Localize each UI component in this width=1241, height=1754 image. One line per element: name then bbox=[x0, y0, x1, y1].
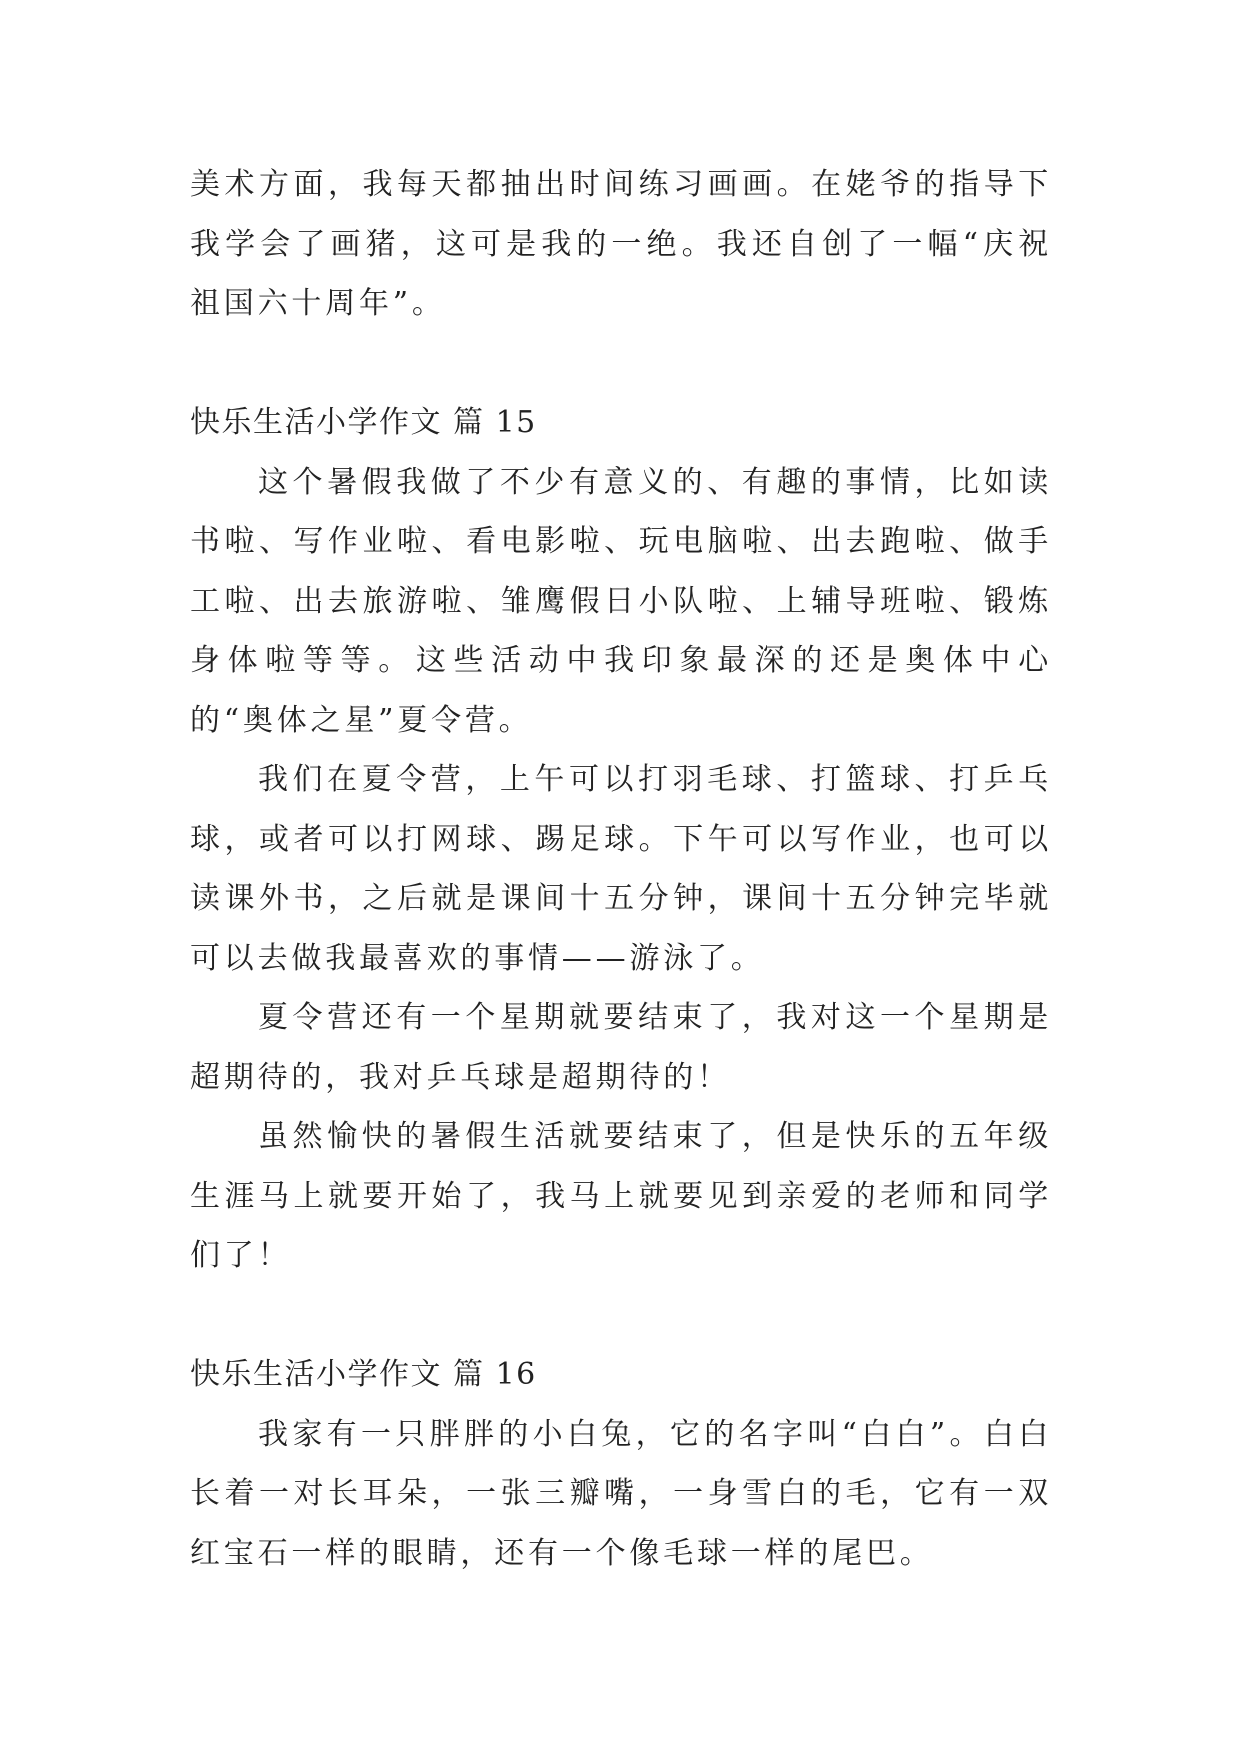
body-paragraph: 我们在夏令营，上午可以打羽毛球、打篮球、打乒乓球，或者可以打网球、踢足球。下午可以写作业，也可以读课外书，之后就是课间十五分钟，课间十五分钟完毕就可以去做我最喜欢的事情——游泳了。 bbox=[190, 762, 1052, 976]
body-paragraph: 虽然愉快的暑假生活就要结束了，但是快乐的五年级生涯马上就要开始了，我马上就要见到亲爱的老师和同学们了！ bbox=[190, 1119, 1052, 1273]
section-heading: 快乐生活小学作文 篇 15 bbox=[190, 405, 537, 440]
section-heading: 快乐生活小学作文 篇 16 bbox=[190, 1357, 537, 1392]
body-paragraph: 这个暑假我做了不少有意义的、有趣的事情，比如读书啦、写作业啦、看电影啦、玩电脑啦、出去跑啦、做手工啦、出去旅游啦、雏鹰假日小队啦、上辅导班啦、锻炼身体啦等等。这些活动中我印象最深的还是奥体中心的“奥体之星”夏令营。 bbox=[190, 464, 1052, 738]
section-gap bbox=[190, 334, 1052, 394]
body-paragraph: 夏令营还有一个星期就要结束了，我对这一个星期是超期待的，我对乒乓球是超期待的！ bbox=[190, 1000, 1052, 1095]
section-gap bbox=[190, 1286, 1052, 1346]
body-paragraph: 我家有一只胖胖的小白兔，它的名字叫“白白”。白白长着一对长耳朵，一张三瓣嘴，一身雪白的毛，它有一双红宝石一样的眼睛，还有一个像毛球一样的尾巴。 bbox=[190, 1416, 1052, 1571]
intro-paragraph: 美术方面，我每天都抽出时间练习画画。在姥爷的指导下我学会了画猪，这可是我的一绝。我还自创了一幅“庆祝祖国六十周年”。 bbox=[190, 167, 1052, 321]
essay-section-15 bbox=[190, 393, 1052, 1286]
essay-section-16 bbox=[190, 1345, 1052, 1583]
document-page bbox=[190, 155, 1052, 1583]
